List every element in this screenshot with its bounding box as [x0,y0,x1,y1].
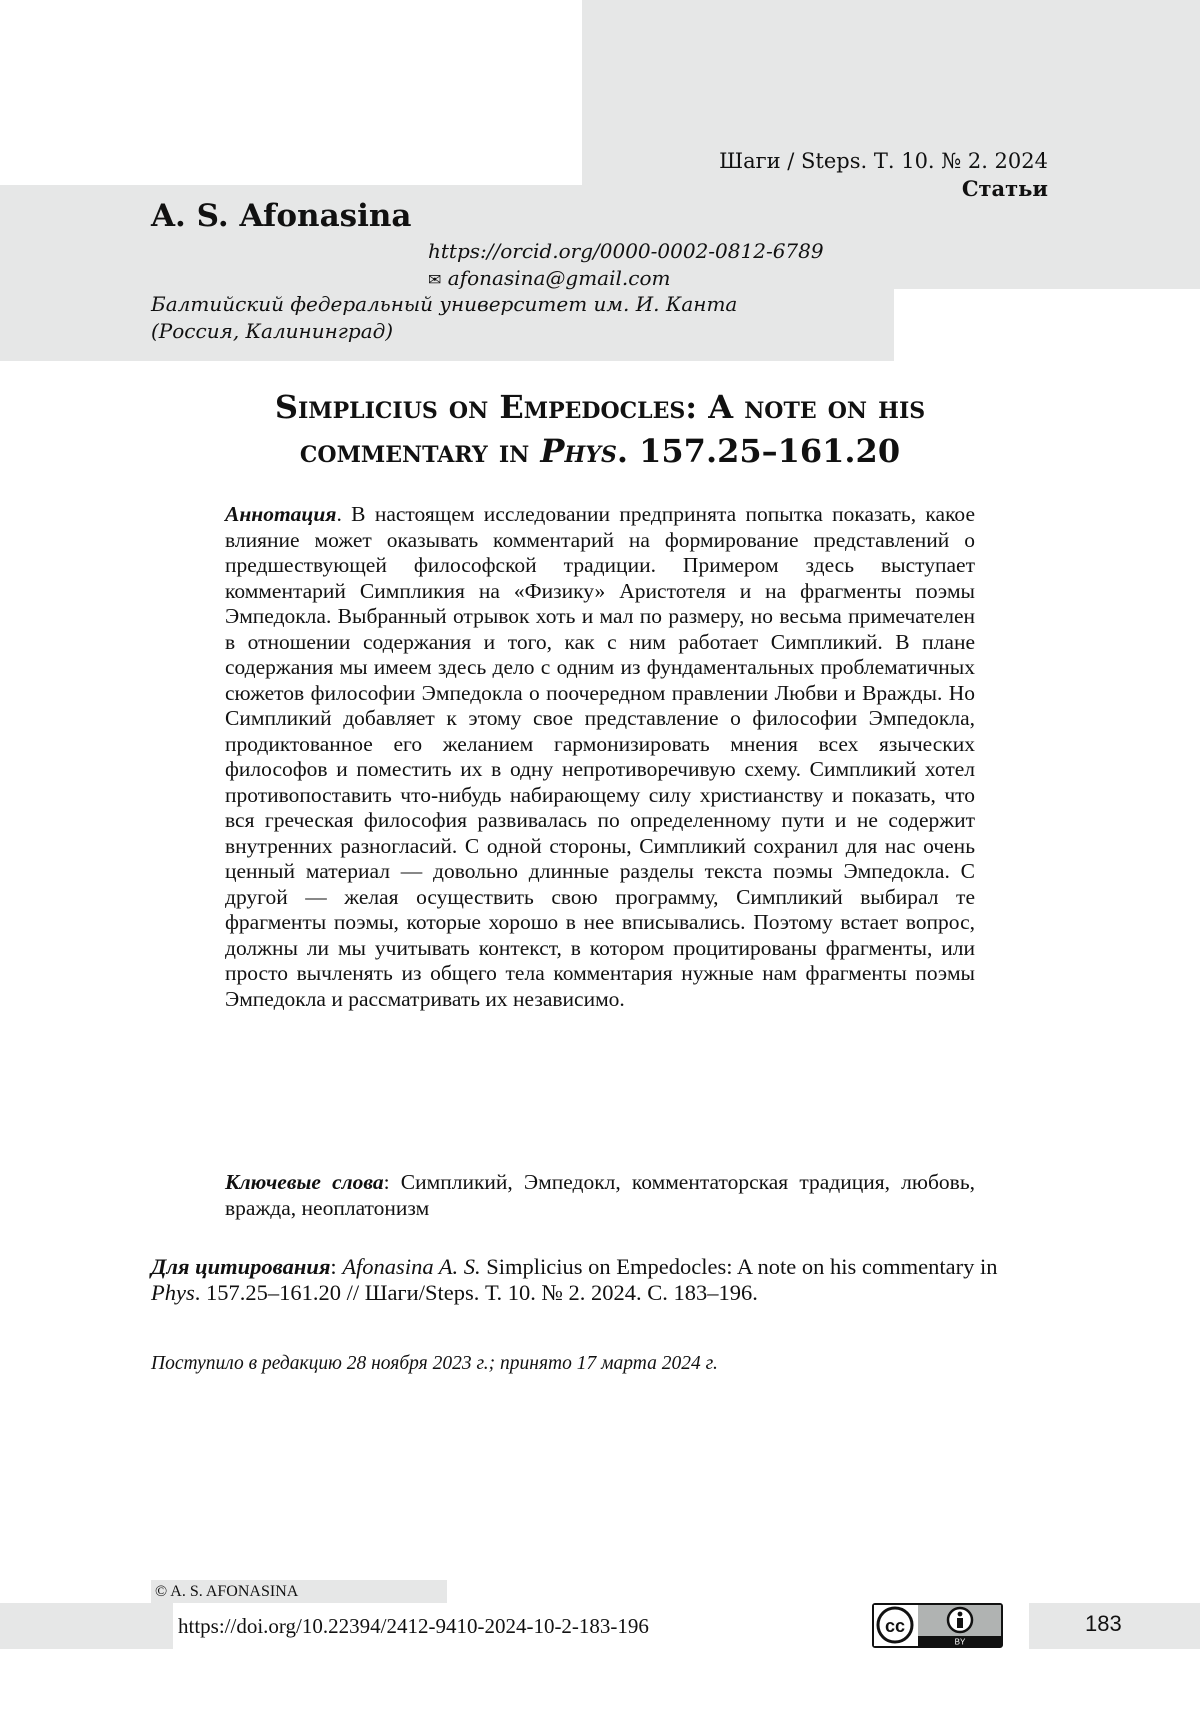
email-line [428,265,824,293]
citation-phys: Phys [151,1279,195,1305]
citation-author: Afonasina A. S. [342,1254,481,1279]
orcid-link[interactable]: https://orcid.org/0000-0002-0812-6789 [428,239,824,263]
title-line-1: Simplicius on Empedocles: A note on his [274,388,926,426]
doi-gray-bar [0,1603,173,1649]
author-contacts [428,238,824,293]
title-part-3: . 157.25–161.20 [616,432,901,470]
affiliation-line-1: Балтийский федеральный университет им. И. Канта [151,292,738,316]
author-name: A. S. Afonasina [151,198,412,234]
keywords-label: Ключевые слова [225,1170,384,1194]
svg-text:cc: cc [884,1616,906,1636]
doi-link[interactable]: https://doi.org/10.22394/2412-9410-2024-10-2-183-196 [178,1614,649,1638]
page-number: 183 [1085,1611,1122,1636]
abstract-text: . В настоящем исследовании предпринята попытка показать, какое влияние может оказывать комментарий на формирование представлений о предшествующей философской традиции. Примером здесь выступает комментарий Симпликия на «Физику» Аристотеля и на фрагменты поэмы Эмпедокла. Выбранный отрывок хоть и мал по размеру, но весьма примечателен в отношении содержания и того, как с ним работает Симпликий. В плане содержания мы имеем здесь дело с одним из фундаментальных проблематичных сюжетов философии Эмпедокла о поочередном правлении Любви и Вражды. Но Симпликий добавляет к этому свое представление о философии Эмпедокла, продиктованное его желанием гармонизировать мнения всех языческих философов и поместить их в одну непротиворечивую схему. Симпликий хотел противопоставить что-нибудь набирающему силу христианству и показать, что вся греческая философия развивалась по определенному пути и не содержит внутренних разногласий. С одной стороны, Симпликий сохранил для нас очень ценный материал — довольно длинные разделы текста поэмы Эмпедокла. С другой — желая осуществить свою программу, Симпликий выбирал те фрагменты поэмы, которые хорошо в нее вписывались. Поэтому встает вопрос, должны ли мы учитывать контекст, в котором процитированы фрагменты, или просто вычленять из общего тела комментария нужные нам фрагменты поэмы Эмпедокла и рассматривать их независимо. [225,502,975,1011]
cc-by-graphic [874,1605,1001,1646]
abstract [225,502,975,1012]
title-part-2: commentary in [299,432,541,470]
keywords [225,1170,975,1221]
cc-by-icon[interactable] [872,1603,1003,1648]
article-title [150,385,1050,473]
received-dates: Поступило в редакцию 28 ноября 2023 г.; принято 17 марта 2024 г. [151,1353,718,1374]
journal-section: Статьи [961,176,1048,201]
title-phys: Phys [540,432,617,470]
title-line-2 [150,429,1050,473]
citation-label: Для цитирования [151,1254,331,1279]
journal-issue: Шаги / Steps. Т. 10. № 2. 2024 [719,149,1048,173]
abstract-label: Аннотация [225,502,337,526]
citation-text-1: Simplicius on Empedocles: A note on his commentary in [480,1254,998,1279]
keywords-text: : Симпликий, Эмпедокл, комментаторская традиция, любовь, вражда, неоплатонизм [225,1170,975,1220]
email-link[interactable]: afonasina@gmail.com [447,266,671,290]
affiliation-line-2: (Россия, Калининград) [151,319,394,343]
citation-text-2: . 157.25–161.20 // Шаги/Steps. Т. 10. № 2. 2024. С. 183–196. [194,1279,758,1305]
journal-header [719,148,1048,202]
citation: Для цитирования: Afonasina A. S. Simplicius on Empedocles: A note on his commentary in Phys. 157.25–161.20 // Шаги/Steps. Т. 10. № 2. 2024. С. 183–196. [151,1254,998,1305]
affiliation [151,291,737,345]
envelope-icon: ✉ [428,270,442,289]
copyright: © A. S. AFONASINA [151,1580,447,1603]
svg-text:BY: BY [954,1637,966,1646]
